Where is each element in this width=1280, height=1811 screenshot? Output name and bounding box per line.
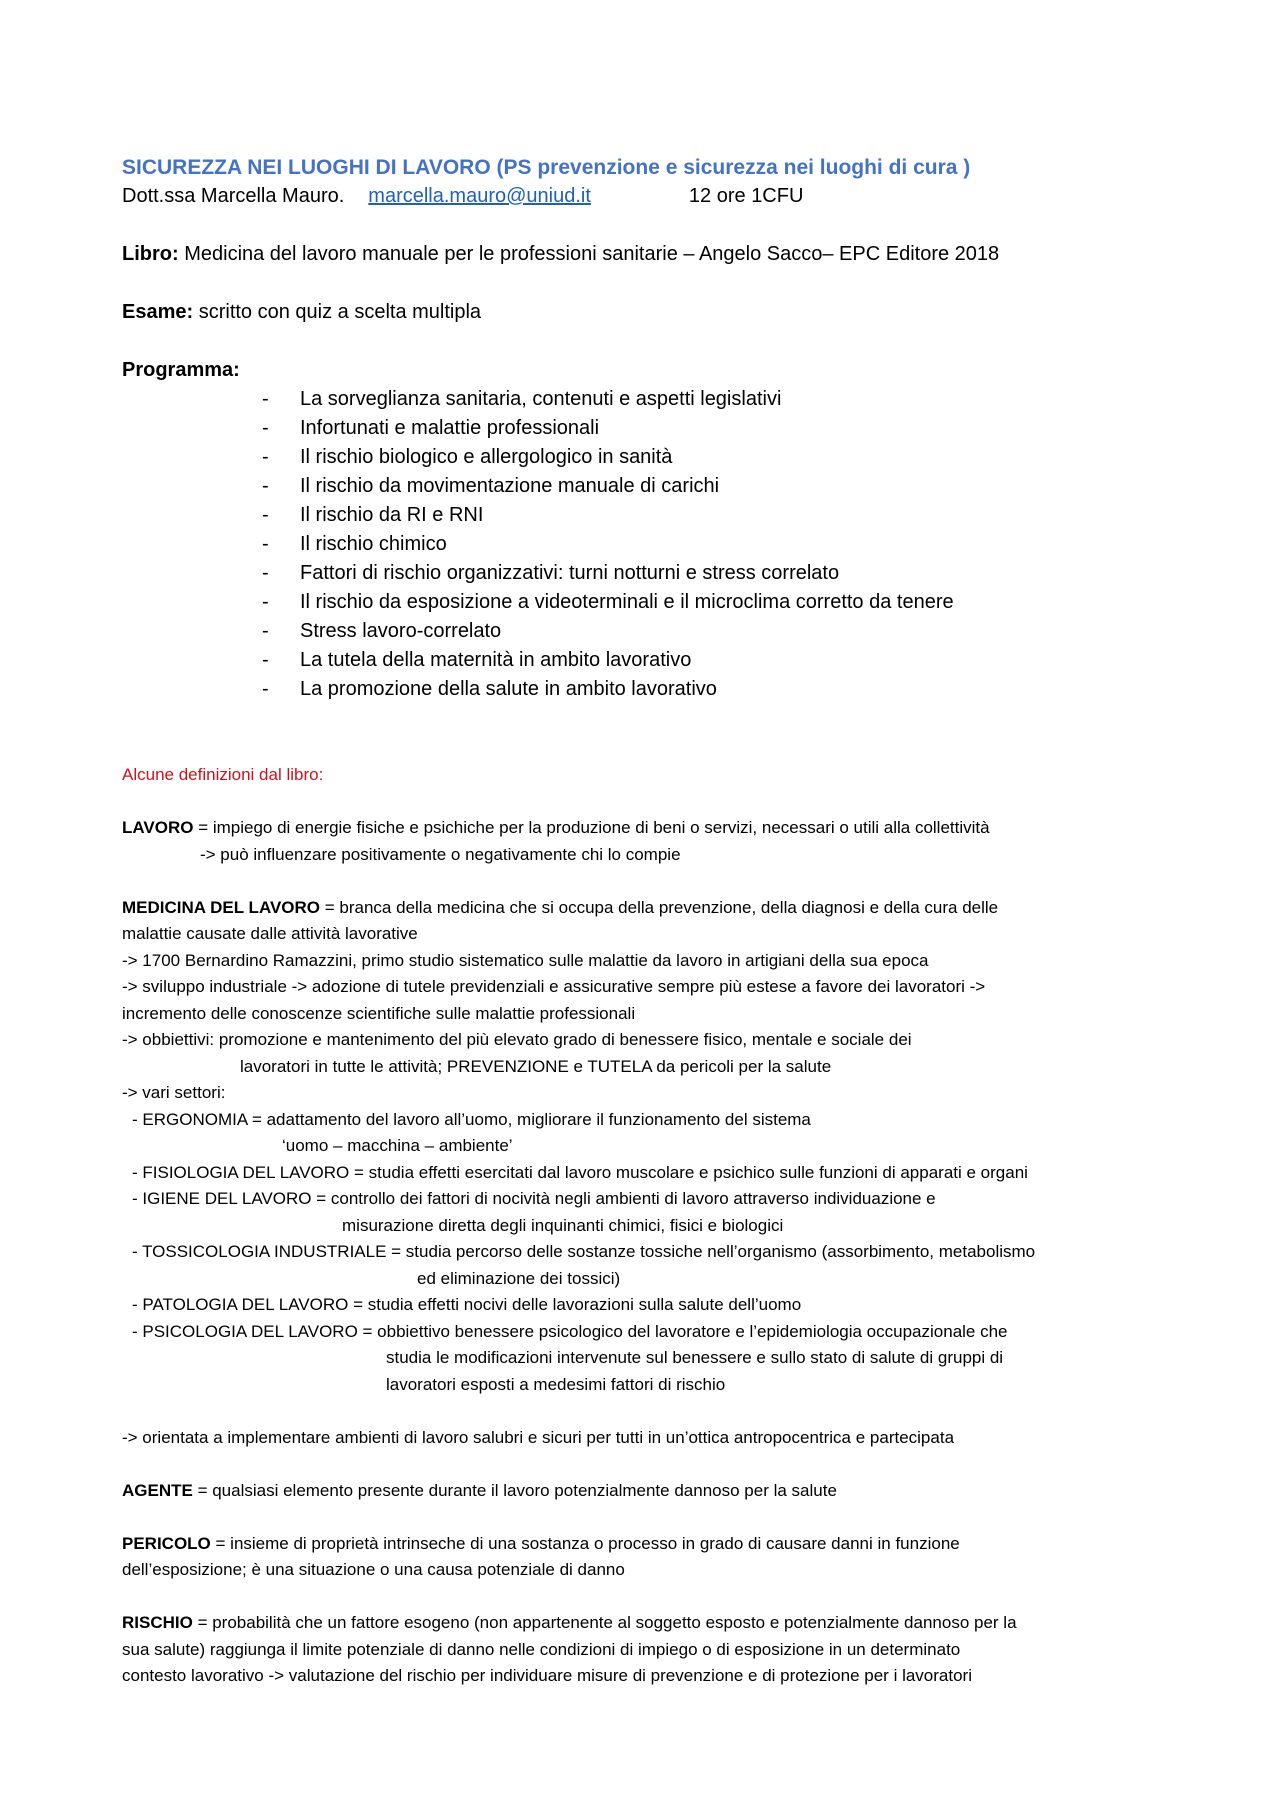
def-text: studia le modificazioni intervenute sul benessere e sullo stato di salute di gruppi di xyxy=(386,1348,1004,1367)
teacher-name: Dott.ssa Marcella Mauro. xyxy=(122,185,345,207)
program-list xyxy=(122,385,1182,704)
def-text: = insieme di proprietà intrinseche di una sostanza o processo in grado di causare danni in funzione xyxy=(210,1533,960,1553)
term-rischio: RISCHIO xyxy=(122,1613,193,1632)
def-text: -> sviluppo industriale -> adozione di tutele previdenziali e assicurative sempre più estese a favore dei lavoratori -> xyxy=(122,977,986,996)
document-title: SICUREZZA NEI LUOGHI DI LAVORO (PS prevenzione e sicurezza nei luoghi di cura ) xyxy=(122,156,971,179)
email-link[interactable]: marcella.mauro@uniud.it xyxy=(368,185,591,207)
def-text: contesto lavorativo -> valutazione del rischio per individuare misure di prevenzione e di protezione per i lavoratori xyxy=(122,1666,972,1685)
list-item: - La tutela della maternità in ambito lavorativo xyxy=(262,646,1182,675)
sector-igiene: - IGIENE DEL LAVORO = controllo dei fattori di nocività negli ambienti di lavoro attraverso individuazione e xyxy=(132,1189,936,1208)
list-item: - Fattori di rischio organizzativi: turni notturni e stress correlato xyxy=(262,559,1182,588)
def-text: -> vari settori: xyxy=(122,1083,226,1102)
def-text: lavoratori esposti a medesimi fattori di rischio xyxy=(386,1374,726,1394)
document-page xyxy=(122,154,1182,1690)
list-item: - La promozione della salute in ambito lavorativo xyxy=(262,675,1182,704)
def-text: = qualsiasi elemento presente durante il lavoro potenzialmente dannoso per la salute xyxy=(192,1480,837,1500)
term-pericolo: PERICOLO xyxy=(122,1533,211,1553)
book-line xyxy=(122,240,1182,269)
exam-line xyxy=(122,298,1182,327)
list-item: - Il rischio da movimentazione manuale di carichi xyxy=(262,472,1182,501)
def-rischio xyxy=(122,1610,1182,1690)
exam-label: Esame: xyxy=(122,301,194,323)
list-item: - Il rischio biologico e allergologico in sanità xyxy=(262,443,1182,472)
term-medicina: MEDICINA DEL LAVORO xyxy=(122,897,321,917)
def-agente xyxy=(122,1478,1182,1505)
def-text: -> orientata a implementare ambienti di lavoro salubri e sicuri per tutti in un’ottica antropocentrica e partecipata xyxy=(122,1427,955,1447)
sector-tossicologia: - TOSSICOLOGIA INDUSTRIALE = studia percorso delle sostanze tossiche nell’organismo (assorbimento, metabolismo xyxy=(132,1242,1036,1261)
program-label: Programma: xyxy=(122,359,240,381)
course-hours: 12 ore 1CFU xyxy=(688,185,804,207)
def-text: lavoratori in tutte le attività; PREVENZIONE e TUTELA da pericoli per la salute xyxy=(240,1056,832,1076)
def-text: misurazione diretta degli inquinanti chimici, fisici e biologici xyxy=(342,1215,784,1235)
def-text: sua salute) raggiunga il limite potenziale di danno nelle condizioni di impiego o di esposizione in un determinato xyxy=(122,1639,961,1659)
term-lavoro: LAVORO xyxy=(122,818,194,837)
sector-fisiologia: - FISIOLOGIA DEL LAVORO = studia effetti esercitati dal lavoro muscolare e psichico sulle funzioni di apparati e organi xyxy=(132,1162,1028,1182)
exam-text: scritto con quiz a scelta multipla xyxy=(193,301,482,323)
book-label: Libro: xyxy=(122,243,179,265)
def-text: -> obbiettivi: promozione e mantenimento del più elevato grado di benessere fisico, mentale e sociale dei xyxy=(122,1030,912,1049)
def-text: = probabilità che un fattore esogeno (non appartenente al soggetto esposto e potenzialmente dannoso per la xyxy=(192,1613,1017,1632)
sector-patologia: - PATOLOGIA DEL LAVORO = studia effetti nocivi delle lavorazioni sulla salute dell’uomo xyxy=(132,1295,802,1314)
def-text: = impiego di energie fisiche e psichiche per la produzione di beni o servizi, necessari o utili alla collettività xyxy=(193,818,990,837)
def-text: -> può influenzare positivamente o negativamente chi lo compie xyxy=(200,844,681,864)
def-text: = branca della medicina che si occupa della prevenzione, della diagnosi e della cura delle xyxy=(320,897,999,917)
list-item: - Il rischio chimico xyxy=(262,530,1182,559)
sector-psicologia: - PSICOLOGIA DEL LAVORO = obbiettivo benessere psicologico del lavoratore e l’epidemiologia occupazionale che xyxy=(132,1321,1008,1341)
def-text: -> 1700 Bernardino Ramazzini, primo studio sistematico sulle malattie da lavoro in artigiani della sua epoca xyxy=(122,950,929,970)
list-item: - Il rischio da esposizione a videoterminali e il microclima corretto da tenere xyxy=(262,588,1182,617)
def-pericolo xyxy=(122,1531,1182,1584)
def-medicina xyxy=(122,895,1182,1452)
term-agente: AGENTE xyxy=(122,1480,193,1500)
definitions-heading: Alcune definizioni dal libro: xyxy=(122,765,324,784)
book-text: Medicina del lavoro manuale per le professioni sanitarie – Angelo Sacco– EPC Editore 2018 xyxy=(178,243,1000,265)
list-item: - Il rischio da RI e RNI xyxy=(262,501,1182,530)
sector-ergonomia: - ERGONOMIA = adattamento del lavoro all’uomo, migliorare il funzionamento del sistema xyxy=(132,1109,811,1129)
def-text: ‘uomo – macchina – ambiente’ xyxy=(282,1136,513,1155)
def-text: incremento delle conoscenze scientifiche sulle malattie professionali xyxy=(122,1003,636,1023)
list-item: - Infortunati e malattie professionali xyxy=(262,414,1182,443)
list-item: - La sorveglianza sanitaria, contenuti e aspetti legislativi xyxy=(262,385,1182,414)
def-text: ed eliminazione dei tossici) xyxy=(417,1268,621,1288)
teacher-line xyxy=(122,182,1182,211)
def-lavoro xyxy=(122,815,1182,868)
def-text: malattie causate dalle attività lavorative xyxy=(122,924,418,943)
list-item: - Stress lavoro-correlato xyxy=(262,617,1182,646)
def-text: dell’esposizione; è una situazione o una causa potenziale di danno xyxy=(122,1560,625,1579)
